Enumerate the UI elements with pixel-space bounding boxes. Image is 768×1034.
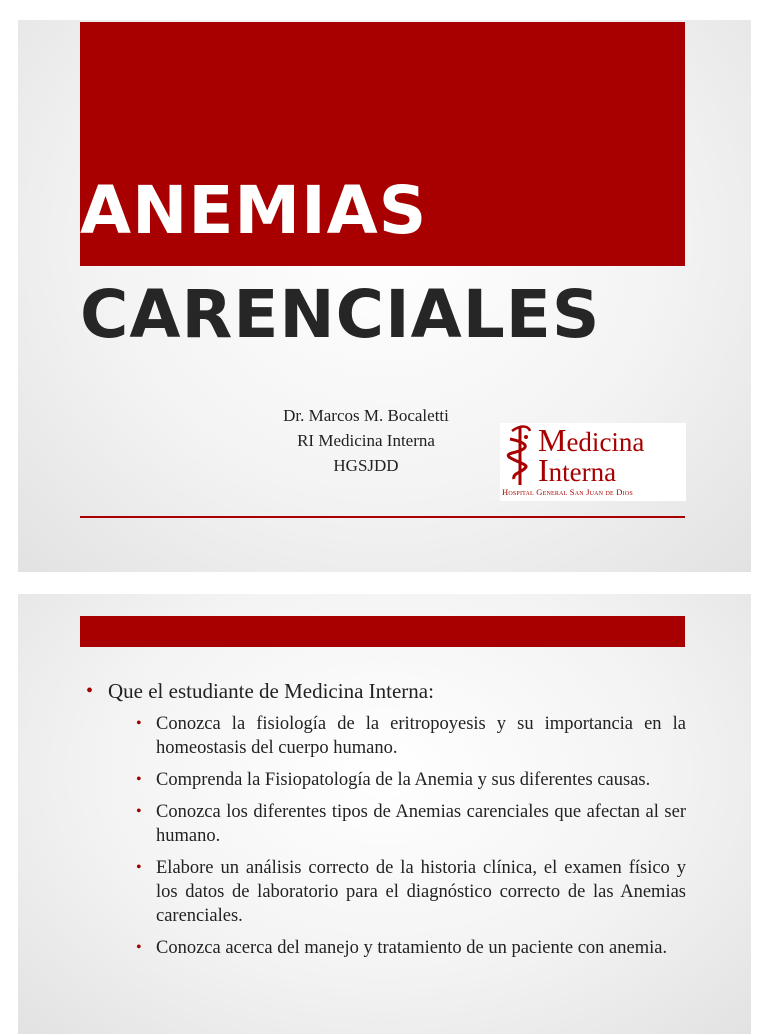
logo-word-interna: Interna (538, 452, 617, 488)
author-name: Dr. Marcos M. Bocaletti (283, 406, 449, 425)
author-block (216, 403, 516, 478)
objective-item: • Conozca acerca del manejo y tratamiento de un paciente con anemia. (128, 936, 686, 960)
objectives-intro-text: Que el estudiante de Medicina Interna: (108, 679, 434, 703)
objective-item: • Elabore un análisis correcto de la historia clínica, el examen físico y los datos de laboratorio para el diagnóstico correcto de las Anemias carenciales. (128, 856, 686, 928)
logo-word-medicina: Medicina (538, 422, 645, 458)
objectives-list (86, 678, 686, 968)
objectives-sub-list (108, 712, 686, 960)
objectives-slide (18, 594, 751, 1034)
caduceus-icon (500, 423, 540, 487)
title-slide (18, 20, 751, 572)
title-line-1: ANEMIAS (80, 172, 428, 249)
objective-item: • Conozca la fisiología de la eritropoyesis y su importancia en la homeostasis del cuerpo humano. (128, 712, 686, 760)
logo-hospital-name: Hospital General San Juan de Dios (502, 487, 633, 497)
title-line-2: CARENCIALES (80, 276, 601, 353)
author-institution: HGSJDD (333, 456, 399, 475)
objectives-red-banner (80, 616, 685, 647)
objective-item: • Conozca los diferentes tipos de Anemias carenciales que afectan al ser humano. (128, 800, 686, 848)
title-divider (80, 516, 685, 518)
author-role: RI Medicina Interna (297, 431, 435, 450)
objectives-intro-bullet (86, 678, 686, 960)
objective-item: • Comprenda la Fisiopatología de la Anemia y sus diferentes causas. (128, 768, 686, 792)
medicina-interna-logo (500, 423, 686, 501)
